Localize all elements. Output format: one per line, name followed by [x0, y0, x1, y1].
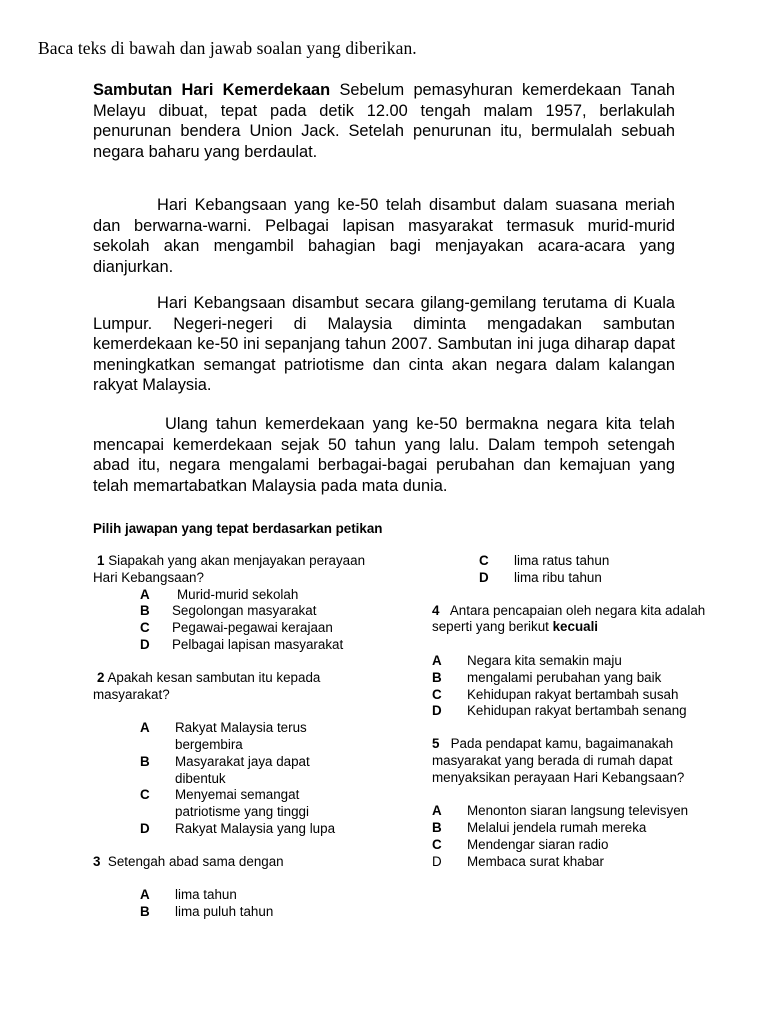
question-number: 2 — [97, 669, 105, 685]
option-text: Negara kita semakin maju — [467, 652, 622, 668]
option-text: Membaca surat khabar — [467, 853, 604, 869]
option-a[interactable] — [432, 803, 732, 820]
question-text: Pada pendapat kamu, bagaimanakah masyarakat yang berada di rumah dapat menyaksikan perayaan Hari Kebangsaan? — [432, 736, 685, 785]
question-number: 3 — [93, 853, 101, 869]
option-c[interactable] — [432, 837, 732, 854]
option-text: Rakyat Malaysia terus bergembira — [175, 720, 307, 752]
question-5 — [432, 736, 732, 870]
question-text: Setengah abad sama dengan — [107, 853, 284, 869]
option-a[interactable] — [93, 587, 383, 604]
option-d[interactable] — [93, 637, 383, 654]
question-2 — [93, 670, 383, 838]
option-letter: C — [140, 787, 150, 803]
option-letter: B — [140, 753, 150, 769]
question-text: Apakah kesan sambutan itu kepada masyarakat? — [93, 669, 321, 702]
option-letter: A — [140, 586, 150, 602]
question-text: Siapakah yang akan menjayakan perayaan Hari Kebangsaan? — [93, 553, 366, 585]
option-text: mengalami perubahan yang baik — [467, 669, 662, 685]
option-letter: B — [432, 669, 442, 685]
option-b[interactable] — [432, 670, 732, 687]
option-letter: A — [140, 887, 150, 903]
passage-paragraph-2: Hari Kebangsaan yang ke-50 telah disambut dalam suasana meriah dan berwarna-warni. Pelbagai lapisan masyarakat termasuk murid-murid sekolah akan mengambil bahagian bagi menjayakan acara-acara yang dianjurkan. — [93, 196, 675, 276]
option-letter: C — [432, 686, 442, 702]
option-a[interactable] — [432, 653, 732, 670]
option-d[interactable] — [432, 854, 732, 871]
option-b[interactable] — [93, 754, 340, 788]
option-text: Mendengar siaran radio — [467, 836, 609, 852]
option-text: lima ratus tahun — [514, 553, 610, 568]
option-text: Kehidupan rakyat bertambah susah — [467, 686, 679, 702]
questions-right-column — [432, 553, 732, 871]
option-text: Melalui jendela rumah mereka — [467, 820, 647, 836]
question-text: Antara pencapaian oleh negara kita adalah seperti yang berikut — [432, 602, 706, 635]
option-d[interactable] — [93, 821, 375, 838]
option-b[interactable] — [432, 820, 732, 837]
question-number: 5 — [432, 736, 440, 752]
question-number: 4 — [432, 602, 440, 618]
question-1 — [93, 553, 383, 654]
option-letter: C — [479, 553, 489, 568]
option-letter: A — [432, 652, 442, 668]
option-letter: B — [140, 603, 150, 619]
question-4 — [432, 603, 732, 721]
option-text: Pegawai-pegawai kerajaan — [172, 620, 333, 636]
option-text: Murid-murid sekolah — [177, 586, 299, 602]
option-text: Menonton siaran langsung televisyen — [467, 803, 689, 819]
option-d[interactable] — [432, 703, 697, 720]
option-c[interactable] — [93, 620, 383, 637]
questions-left-column — [93, 553, 383, 921]
option-b[interactable] — [93, 904, 383, 921]
option-letter: D — [479, 569, 489, 585]
option-letter: D — [140, 820, 150, 836]
option-letter: D — [432, 853, 442, 869]
option-letter: C — [140, 620, 150, 636]
option-b[interactable] — [93, 603, 383, 620]
option-text: Rakyat Malaysia yang lupa — [175, 820, 336, 836]
instruction: Baca teks di bawah dan jawab soalan yang diberikan. — [38, 38, 417, 58]
option-text: lima ribu tahun — [514, 569, 602, 585]
option-c[interactable] — [432, 687, 732, 704]
question-3 — [93, 854, 383, 921]
option-d[interactable] — [432, 570, 732, 587]
option-a[interactable] — [93, 720, 340, 754]
question-number: 1 — [97, 553, 105, 568]
passage-p1-text: Sebelum pemasyhuran kemerdekaan Tanah Melayu dibuat, tepat pada detik 12.00 tengah malam 1957, berlakulah penurunan bendera Union Jack. Setelah penurunan itu, bermulalah sebuah negara baharu yang berdaulat. — [93, 81, 675, 161]
option-letter: B — [140, 904, 150, 920]
questions-heading: Pilih jawapan yang tepat berdasarkan petikan — [93, 521, 383, 536]
option-text: Pelbagai lapisan masyarakat — [172, 636, 344, 652]
option-text: lima tahun — [175, 887, 237, 903]
option-letter: C — [432, 836, 442, 852]
option-letter: D — [140, 636, 150, 652]
option-letter: A — [432, 803, 442, 819]
option-text: lima puluh tahun — [175, 904, 274, 920]
question-3-continued — [432, 553, 732, 587]
option-c[interactable] — [432, 553, 732, 570]
option-letter: D — [432, 703, 442, 719]
option-letter: B — [432, 820, 442, 836]
passage-paragraph-3: Hari Kebangsaan disambut secara gilang-gemilang terutama di Kuala Lumpur. Negeri-negeri di Malaysia diminta mengadakan sambutan kemerdekaan ke-50 ini sepanjang tahun 2007. Sambutan ini juga diharap dapat meningkatkan semangat patriotisme dan cinta akan negara dalam kalangan rakyat Malaysia. — [93, 294, 675, 394]
option-a[interactable] — [93, 887, 383, 904]
option-text: Kehidupan rakyat bertambah senang — [467, 703, 687, 719]
option-c[interactable] — [93, 787, 350, 821]
option-letter: A — [140, 720, 150, 736]
passage-title: Sambutan Hari Kemerdekaan — [93, 81, 331, 99]
option-text: Segolongan masyarakat — [172, 603, 317, 619]
option-text: Masyarakat jaya dapat dibentuk — [175, 753, 310, 786]
option-text: Menyemai semangat patriotisme yang tinggi — [175, 787, 309, 820]
question-emphasis: kecuali — [552, 619, 599, 635]
passage-paragraph-4: Ulang tahun kemerdekaan yang ke-50 bermakna negara kita telah mencapai kemerdekaan sejak 50 tahun yang lalu. Dalam tempoh setengah abad itu, negara mengalami berbagai-bagai perubahan dan kemajuan yang telah memartabatkan Malaysia pada mata dunia. — [93, 415, 675, 495]
passage-paragraph-1 — [93, 80, 675, 162]
